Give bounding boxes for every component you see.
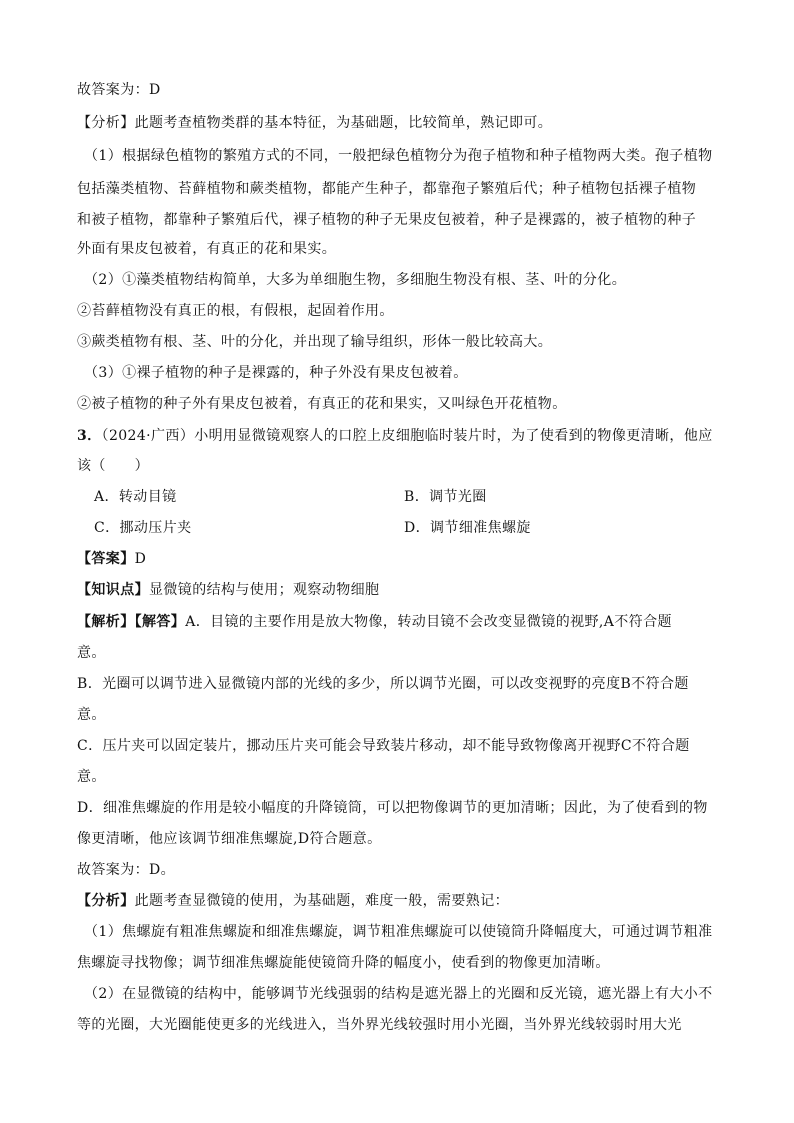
- analysis-line: 故答案为：D。: [77, 862, 176, 878]
- paragraph-line: ②被子植物的种子外有果皮包被着，有真正的花和果实，又叫绿色开花植物。: [77, 396, 567, 412]
- summary-line: （1）焦螺旋有粗准焦螺旋和细准焦螺旋，调节粗准焦螺旋可以使镜筒升降幅度大，可通过调节粗准: [84, 924, 713, 940]
- analysis-line: 意。: [77, 769, 106, 785]
- analysis-line: 意。: [77, 707, 106, 723]
- option-d: D．调节细准焦螺旋: [404, 520, 531, 536]
- summary-line: 焦螺旋寻找物像；调节细准焦螺旋能使镜筒升降的幅度小，使看到的物像更加清晰。: [77, 955, 610, 971]
- paragraph-line: ②苔藓植物没有真正的根，有假根，起固着作用。: [77, 303, 394, 319]
- paragraph-line: （2）①藻类植物结构简单，大多为单细胞生物，多细胞生物没有根、茎、叶的分化。: [84, 272, 627, 288]
- summary-label: 【分析】: [77, 893, 135, 909]
- question-stem: [77, 426, 727, 446]
- analysis-label: 【解析】【解答】: [77, 614, 186, 630]
- summary-line: 等的光圈，大光圈能使更多的光线进入，当外界光线较强时用小光圈，当外界光线较弱时用大光: [77, 1017, 682, 1033]
- analysis-row: [77, 612, 727, 632]
- question-stem-text: 小明用显微镜观察人的口腔上皮细胞临时装片时，为了使看到的物像更清晰，他应: [194, 428, 713, 444]
- answer-line: 故答案为：D: [77, 82, 161, 98]
- analysis-line: B．光圈可以调节进入显微镜内部的光线的多少，所以调节光圈，可以改变视野的亮度B不符合题: [77, 676, 689, 692]
- paragraph-line: （3）①裸子植物的种子是裸露的，种子外没有果皮包被着。: [84, 365, 468, 381]
- paragraph-line: 外面有果皮包被着，有真正的花和果实。: [77, 241, 337, 257]
- summary-line: （2）在显微镜的结构中，能够调节光线强弱的结构是遮光器上的光圈和反光镜，遮光器上有大小不: [84, 986, 713, 1002]
- paragraph-line: 和被子植物，都靠种子繁殖后代，裸子植物的种子无果皮包被着，种子是裸露的，被子植物的种子: [77, 212, 697, 228]
- answer-row: [77, 549, 727, 569]
- option-b: B．调节光圈: [404, 489, 487, 505]
- option-c: C．挪动压片夹: [94, 520, 192, 536]
- question-stem-continued: 该（ ）: [77, 458, 149, 474]
- knowledge-label: 【知识点】: [77, 582, 149, 598]
- option-a: A．转动目镜: [94, 489, 177, 505]
- answer-label: 【答案】: [77, 551, 135, 567]
- analysis-line: C．压片夹可以固定装片，挪动压片夹可能会导致装片移动，却不能导致物像离开视野C不符合题: [77, 738, 690, 754]
- knowledge-value: 显微镜的结构与使用；观察动物细胞: [149, 582, 380, 598]
- paragraph-line: ③蕨类植物有根、茎、叶的分化，并出现了输导组织，形体一般比较高大。: [77, 334, 553, 350]
- paragraph-line: 包括藻类植物、苔藓植物和蕨类植物，都能产生种子，都靠孢子繁殖后代；种子植物包括裸子植物: [77, 181, 697, 197]
- summary-row: [77, 891, 727, 911]
- analysis-text: A．目镜的主要作用是放大物像，转动目镜不会改变显微镜的视野,A不符合题: [185, 614, 672, 630]
- paragraph-line: （1）根据绿色植物的繁殖方式的不同，一般把绿色植物分为孢子植物和种子植物两大类。孢子植物: [84, 148, 713, 164]
- answer-value: D: [134, 551, 147, 567]
- analysis-line: D．细准焦螺旋的作用是较小幅度的升降镜筒，可以把物像调节的更加清晰；因此，为了使看到的物: [77, 800, 708, 816]
- knowledge-row: [77, 580, 727, 600]
- question-number: 3．: [77, 428, 102, 444]
- analysis-line: 像更清晰，他应该调节细准焦螺旋,D符合题意。: [77, 831, 382, 847]
- analysis-line: 【分析】此题考查植物类群的基本特征，为基础题，比较简单，熟记即可。: [77, 115, 553, 131]
- summary-text: 此题考查显微镜的使用，为基础题，难度一般，需要熟记：: [134, 893, 510, 909]
- analysis-line: 意。: [77, 645, 106, 661]
- question-source: （2024·广西）: [101, 428, 195, 444]
